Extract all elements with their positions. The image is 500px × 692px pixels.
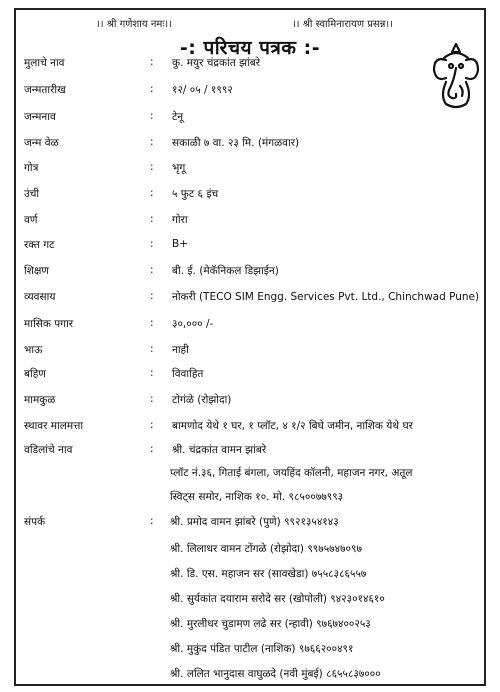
field-value: कु. मयुर चंद्रकांत झांबरे [172, 57, 261, 69]
field-colon: : [150, 161, 154, 173]
field-value: टेनू [172, 111, 184, 123]
field-value: ५ फुट ६ इंच [172, 188, 219, 200]
field-colon: : [150, 367, 154, 379]
field-label: व्यवसाय [24, 291, 56, 303]
field-label: स्थावर मालमत्ता [24, 420, 84, 432]
field-label: जन्मतारीख [24, 84, 66, 96]
field-row [24, 187, 494, 207]
field-colon: : [150, 56, 154, 68]
field-value: १२/ ०५ / १९९२ [172, 84, 233, 96]
contact-label: संपर्क [24, 516, 46, 528]
field-row [24, 393, 494, 413]
field-value: टोगंळे (रोझोदा) [172, 394, 232, 406]
field-row [24, 264, 494, 284]
field-label: मुलाचे नाव [24, 57, 65, 69]
field-colon: : [150, 317, 154, 329]
field-row [24, 343, 494, 363]
field-row [24, 213, 494, 233]
field-colon: : [150, 213, 154, 225]
contact-entry: श्री. मुरलीधर चुडामण लढे सर (न्हावी) ९७६७४००२५३ [170, 618, 371, 630]
field-colon: : [150, 419, 154, 431]
header-right-invocation: ।। श्री स्वामिनारायण प्रसन्न।। [292, 19, 393, 30]
field-value: B+ [172, 238, 189, 250]
field-row [24, 443, 494, 463]
field-value: ३०,००० /- [172, 318, 214, 330]
field-row [24, 110, 494, 130]
field-value: सकाळी ७ वा. २३ मि. (मंगळवार) [172, 137, 300, 149]
field-label: वडिलांचे नाव [24, 444, 73, 456]
field-label: मासिक पगार [24, 318, 74, 330]
field-row [24, 290, 494, 310]
field-label: भाऊ [24, 344, 43, 356]
field-colon: : [150, 110, 154, 122]
field-row [24, 161, 494, 181]
contact-entry: श्री. सुर्यकांत दयाराम सरोदे सर (खोपोली) ९४२३०१४६१० [170, 593, 385, 605]
field-value: नाही [172, 344, 189, 356]
header-left-invocation: ।। श्री गणेशाय नमः।। [96, 19, 172, 30]
field-label: मामकुळ [24, 394, 56, 406]
field-colon: : [150, 290, 154, 302]
field-row [24, 367, 494, 387]
field-value: गोरा [172, 214, 188, 226]
field-value: बामणोद येथे १ घर, १ प्लॉट, ४ १/२ बिघे जमीन, नाशिक येथे घर [172, 420, 413, 432]
field-row [24, 56, 494, 76]
field-row [24, 317, 494, 337]
contact-colon: : [150, 515, 154, 527]
field-colon: : [150, 238, 154, 250]
field-value: बी. ई. (मेकॅनिकल डिझाईन) [172, 265, 279, 277]
field-label: गोत्र [24, 162, 39, 174]
contact-entry: श्री. डि. एस. महाजन सर (सावखेडा) ७५५८३८६५५७ [170, 568, 367, 580]
contact-entry: श्री. मुकुंद पंडित पाटील (नाशिक) ९७६६२००४९१ [170, 643, 354, 655]
field-label: जन्म वेळ [24, 137, 59, 149]
field-row [24, 83, 494, 103]
contact-entry: श्री. प्रमोद वामन झांबरे (पुणे) ९९२१३५४१४३ [170, 516, 339, 528]
field-value: श्री. चंद्रकांत वामन झांबरे [172, 444, 267, 456]
field-colon: : [150, 443, 154, 455]
field-colon: : [150, 264, 154, 276]
field-colon: : [150, 343, 154, 355]
field-colon: : [150, 393, 154, 405]
field-label: जन्मनाव [24, 111, 56, 123]
field-row [24, 238, 494, 258]
father-address-line: प्लॉट नं.३६, गिताई बंगला, जयहिंद कॉलनी, महाजन नगर, अतूल [170, 467, 413, 479]
field-colon: : [150, 136, 154, 148]
field-label: वर्ण [24, 214, 38, 226]
document-title: -: परिचय पत्रक :- [179, 37, 321, 59]
field-label: शिक्षण [24, 265, 49, 277]
field-label: उंची [24, 188, 40, 200]
field-colon: : [150, 83, 154, 95]
field-value: विवाहित [172, 368, 204, 380]
field-colon: : [150, 187, 154, 199]
field-label: रक्त गट [24, 239, 55, 251]
contact-entry: श्री. ललित भानुदास वाघुळदे (नवी मुंबई) ८६५५८३७००० [170, 668, 381, 680]
field-label: बहिण [24, 368, 46, 380]
contact-entry: श्री. लिलाधर वामन टोंगळे (रोझोदा) ९९७५७४७०९७ [170, 543, 362, 555]
field-value: भृगू [172, 162, 186, 174]
field-row [24, 419, 494, 439]
field-value: नोकरी (TECO SIM Engg. Services Pvt. Ltd., Chinchwad Pune) [172, 291, 480, 303]
father-address-line: स्विट्स समोर, नाशिक १०. मो. ९८५००७७९९३ [170, 491, 344, 503]
field-row [24, 136, 494, 156]
